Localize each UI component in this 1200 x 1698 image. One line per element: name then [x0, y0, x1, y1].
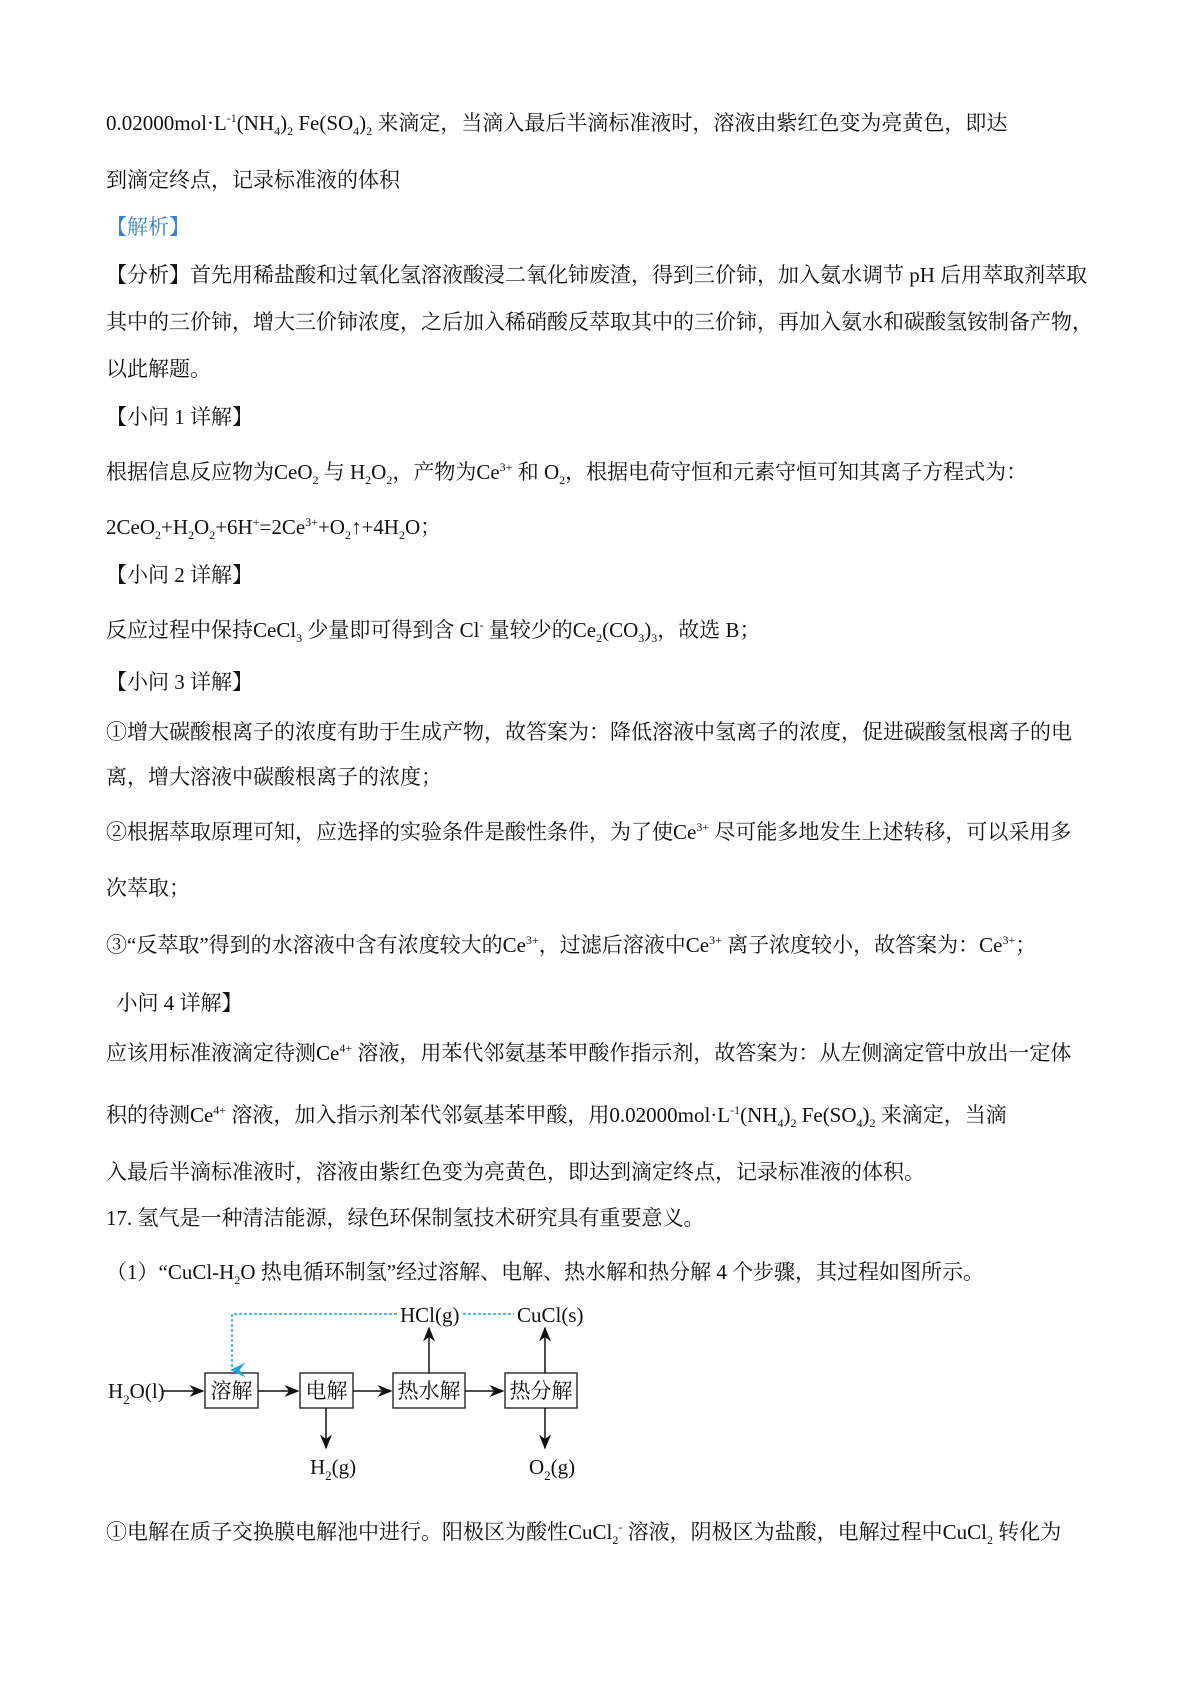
supscript: 4+ [213, 1103, 227, 1117]
subquestion-heading [106, 562, 253, 588]
text-segment: 入最后半滴标准液时，溶液由紫红色变为亮黄色，即达到滴定终点，记录标准液的体积。 [106, 1160, 925, 1184]
text-segment: (CO [602, 618, 639, 642]
subscript: 2 [612, 1533, 619, 1547]
subscript: 2 [398, 528, 405, 542]
text-segment: ，根据电荷守恒和元素守恒可知其离子方程式为： [565, 460, 1028, 484]
text-segment: +6H [215, 515, 253, 539]
text-segment: +O [317, 515, 345, 539]
text-segment: 积的待测Ce [106, 1103, 214, 1127]
text-segment: 应该用标准液滴定待测Ce [106, 1041, 340, 1065]
hcl-label: HCl(g) [400, 1303, 460, 1327]
subscript: 4 [856, 1116, 863, 1130]
text-segment: +H [161, 515, 189, 539]
text-segment: 根据信息反应物为CeO [106, 460, 313, 484]
text-segment: ↑+4H [350, 515, 399, 539]
h2-product-label: $H_2(g)$ [310, 1455, 357, 1483]
text-line [106, 764, 442, 790]
subquestion-heading [106, 404, 253, 430]
text-line [106, 1040, 1071, 1066]
text-segment: 溶液，用苯代邻氨基苯甲酸作指示剂，故答案为：从左侧滴定管中放出一定体 [352, 1041, 1072, 1065]
equation-line [106, 514, 441, 540]
svg-text:热分解: 热分解 [509, 1379, 573, 1403]
step-box-hydrolysis [393, 1373, 465, 1408]
text-segment: 少量即可得到含 Cl [302, 618, 480, 642]
text-segment: ②根据萃取原理可知，应选择的实验条件是酸性条件，为了使Ce [106, 820, 697, 844]
text-segment: ) [862, 1103, 870, 1127]
subscript: 3 [651, 631, 658, 645]
text-segment: (NH [236, 111, 275, 135]
subscript: 2 [312, 473, 319, 487]
text-segment: 离，增大溶液中碳酸根离子的浓度； [106, 765, 442, 789]
step-box-decomposition [505, 1373, 577, 1408]
subscript: 2 [386, 473, 393, 487]
subscript: 2 [234, 1273, 241, 1287]
cucl-label: CuCl(s) [517, 1303, 584, 1327]
question-17-item-1 [106, 1519, 1061, 1545]
text-segment: 【小问 2 详解】 [106, 563, 253, 587]
text-line [106, 110, 1007, 136]
text-segment: ①电解在质子交换膜电解池中进行。阳极区为酸性CuCl [106, 1520, 613, 1544]
text-segment: 小问 4 详解】 [106, 991, 243, 1015]
supscript: -1 [226, 111, 237, 125]
text-segment: ) [783, 1103, 791, 1127]
subquestion-heading [106, 990, 243, 1016]
o2-product-label: $O_2(g)$ [529, 1455, 576, 1483]
supscript: 3+ [696, 820, 710, 834]
text-line [106, 875, 190, 901]
supscript: -1 [730, 1103, 741, 1117]
text-line [106, 819, 1071, 845]
question-17 [106, 1205, 705, 1231]
subscript: 2 [209, 528, 216, 542]
text-segment: 尽可能多地发生上述转移，可以采用多 [709, 820, 1072, 844]
supscript: - [479, 618, 484, 632]
text-segment: 转化为 [992, 1520, 1062, 1544]
text-segment: 与 H [318, 460, 366, 484]
text-line [106, 932, 1036, 958]
text-segment: 来滴定，当滴入最后半滴标准液时，溶液由紫红色变为亮黄色，即达 [372, 111, 1008, 135]
text-segment: 0.02000mol·L [106, 111, 227, 135]
text-segment: 离子浓度较小，故答案为：Ce [721, 933, 1003, 957]
supscript: 3+ [1002, 933, 1016, 947]
subscript: 2 [344, 528, 351, 542]
subquestion-heading [106, 669, 253, 695]
subscript: 4 [777, 1116, 784, 1130]
text-segment: 17. 氢气是一种清洁能源，绿色环保制氢技术研究具有重要意义。 [106, 1206, 705, 1230]
text-line [106, 719, 1072, 745]
cucl-h2o-cycle-diagram [0, 1290, 700, 1490]
text-segment: (NH [740, 1103, 778, 1127]
text-line [106, 356, 211, 382]
svg-text:溶解: 溶解 [210, 1379, 253, 1403]
supscript: 3+ [709, 933, 722, 947]
supscript: 3+ [525, 933, 539, 947]
subscript: 2 [790, 1116, 797, 1130]
text-segment: 次萃取； [106, 876, 190, 900]
step-box-dissolve [205, 1373, 258, 1408]
text-segment: 【分析】首先用稀盐酸和过氧化氢溶液酸浸二氧化铈废渣，得到三价铈，加入氨水调节 pH 后用萃取剂萃取 [106, 263, 1088, 287]
subscript: 2 [287, 124, 294, 138]
subscript: 3 [638, 631, 645, 645]
supscript: + [252, 515, 260, 529]
text-line [106, 167, 400, 193]
text-segment: ①增大碳酸根离子的浓度有助于生成产物，故答案为：降低溶液中氢离子的浓度，促进碳酸氢根离子的电 [106, 720, 1072, 744]
text-segment: 溶液，加入指示剂苯代邻氨基苯甲酸，用0.02000mol·L [226, 1103, 731, 1127]
text-line [106, 262, 1087, 288]
text-segment: ) [644, 618, 652, 642]
text-segment: ，产物为Ce [392, 460, 500, 484]
subscript: 2 [366, 124, 373, 138]
svg-text:热水解: 热水解 [397, 1379, 461, 1403]
supscript: - [618, 1520, 623, 1534]
text-line [106, 1102, 1007, 1128]
text-segment: 量较少的Ce [483, 618, 597, 642]
text-segment: ) [280, 111, 288, 135]
text-segment: Fe(SO [796, 1103, 857, 1127]
text-line [106, 1159, 925, 1185]
subscript: 2 [365, 473, 372, 487]
subscript: 3 [296, 631, 303, 645]
text-segment: O [194, 515, 210, 539]
subscript: 2 [986, 1533, 993, 1547]
text-segment: =2Ce [259, 515, 306, 539]
subscript: 2 [155, 528, 161, 542]
step-box-electrolysis [300, 1373, 353, 1408]
text-segment: ； [1015, 933, 1037, 957]
text-segment: 【小问 1 详解】 [106, 405, 253, 429]
text-segment: （1）“CuCl-H [106, 1260, 235, 1284]
subscript: 2 [596, 631, 603, 645]
text-segment: 反应过程中保持CeCl [106, 618, 297, 642]
text-segment: 2CeO [106, 515, 155, 539]
text-segment: O； [404, 515, 442, 539]
text-segment: 来滴定，当滴 [875, 1103, 1007, 1127]
text-line [106, 459, 1027, 485]
text-segment: ③“反萃取”得到的水溶液中含有浓度较大的Ce [106, 933, 526, 957]
section-heading-analysis [106, 214, 190, 240]
text-segment: ) [359, 111, 367, 135]
recycle-hcl-dashed-arrow [232, 1314, 397, 1370]
text-segment: 【小问 3 详解】 [106, 670, 253, 694]
subscript: 2 [559, 473, 566, 487]
supscript: 4+ [339, 1041, 353, 1055]
text-segment: 以此解题。 [106, 357, 211, 381]
text-segment: 【解析】 [106, 215, 190, 239]
input-h2o-label: $H_2O(l)$ [108, 1379, 165, 1407]
text-segment: 和 O [512, 460, 560, 484]
subscript: 4 [353, 124, 360, 138]
text-segment: 到滴定终点，记录标准液的体积 [106, 168, 400, 192]
supscript: 3+ [499, 460, 513, 474]
text-line [106, 309, 1093, 335]
supscript: 3+ [305, 515, 318, 529]
text-line [106, 617, 761, 643]
text-segment: O [371, 460, 387, 484]
text-segment: Fe(SO [293, 111, 354, 135]
text-segment: O 热电循环制氢”经过溶解、电解、热水解和热分解 4 个步骤，其过程如图所示。 [240, 1260, 985, 1284]
text-segment: ，过滤后溶液中Ce [538, 933, 710, 957]
text-segment: ，故选 B； [657, 618, 761, 642]
question-17-part-1 [106, 1259, 984, 1285]
svg-text:电解: 电解 [305, 1379, 348, 1403]
text-segment: 其中的三价铈，增大三价铈浓度，之后加入稀硝酸反萃取其中的三价铈，再加入氨水和碳酸氢铵制备产物， [106, 310, 1093, 334]
subscript: 2 [188, 528, 195, 542]
subscript: 2 [869, 1116, 876, 1130]
subscript: 4 [274, 124, 281, 138]
text-segment: 溶液，阴极区为盐酸，电解过程中CuCl [622, 1520, 987, 1544]
